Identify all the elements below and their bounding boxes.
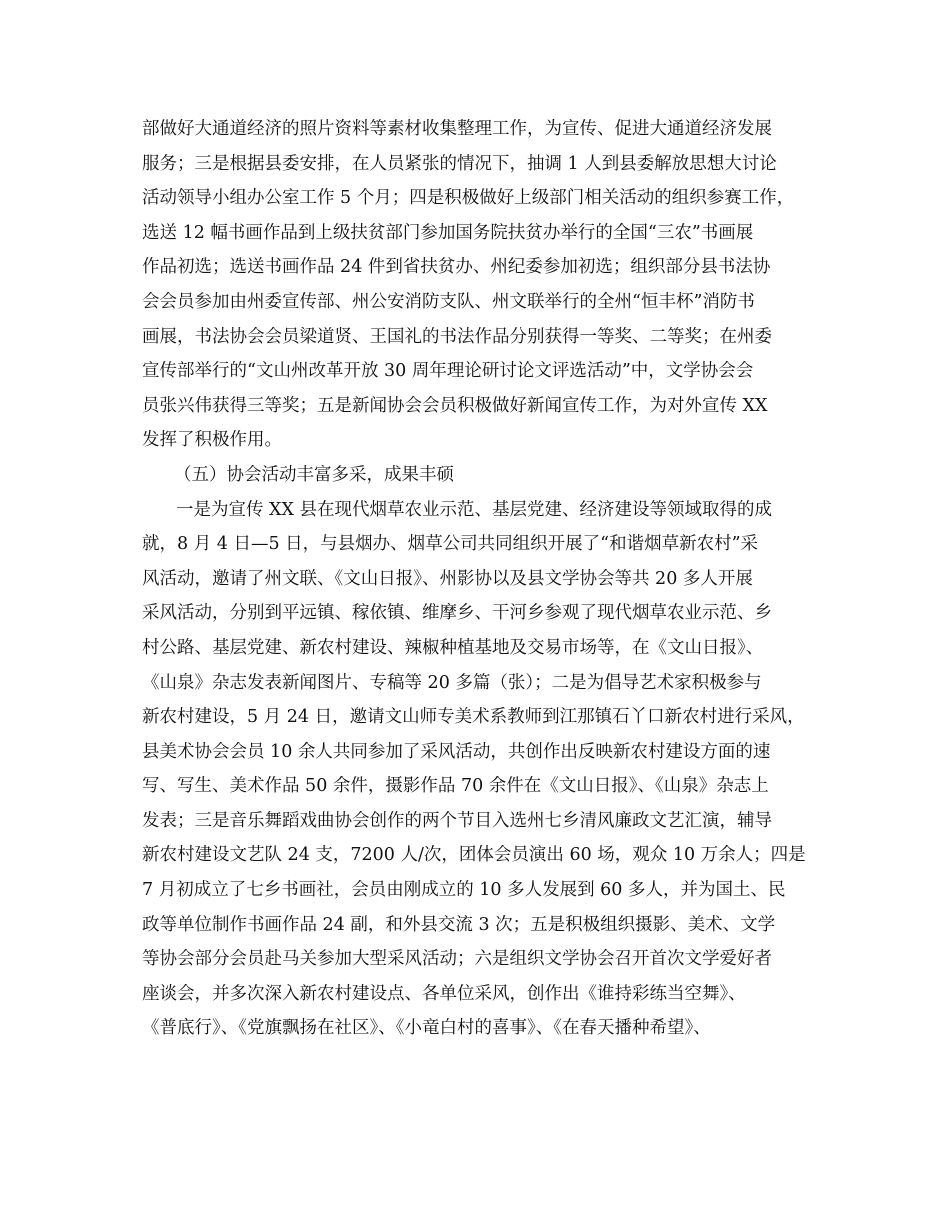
text-line: 发挥了积极作用。 [142, 430, 282, 451]
document-body [142, 112, 822, 1046]
section-heading: （五）协会活动丰富多采，成果丰硕 [174, 464, 454, 485]
text-line: 选送 12 幅书画作品到上级扶贫部门参加国务院扶贫办举行的全国“三农”书画展 [142, 222, 754, 243]
text-line: 作品初选；选送书画作品 24 件到省扶贫办、州纪委参加初选；组织部分县书法协 [142, 257, 771, 278]
text-line: 画展，书法协会会员梁道贤、王国礼的书法作品分别获得一等奖、二等奖；在州委 [142, 326, 772, 347]
text-line: 《普底行》、《党旗飘扬在社区》、《小竜白村的喜事》、《在春天播种希望》、 [142, 1018, 711, 1039]
text-line: 部做好大通道经济的照片资料等素材收集整理工作，为宣传、促进大通道经济发展 [142, 119, 772, 139]
text-line: 服务；三是根据县委安排，在人员紧张的情况下，抽调 1 人到县委解放思想大讨论 [142, 153, 777, 174]
text-line: 采风活动，分别到平远镇、稼依镇、维摩乡、干河乡参观了现代烟草农业示范、乡 [142, 603, 772, 624]
text-line: 活动领导小组办公室工作 5 个月；四是积极做好上级部门相关活动的组织参赛工作， [142, 188, 795, 209]
text-line: 座谈会，并多次深入新农村建设点、各单位采风，创作出《谁持彩练当空舞》、 [142, 983, 746, 1004]
text-line: 员张兴伟获得三等奖；五是新闻协会会员积极做好新闻宣传工作，为对外宣传 XX [142, 395, 768, 416]
text-line: 《山泉》杂志发表新闻图片、专稿等 20 多篇（张）；二是为倡导艺术家积极参与 [142, 672, 762, 693]
text-line: 宣传部举行的“文山州改革开放 30 周年理论研讨论文评选活动”中，文学协会会 [142, 361, 754, 382]
text-line: 一是为宣传 XX 县在现代烟草农业示范、基层党建、经济建设等领域取得的成 [176, 499, 773, 520]
text-line: 写、写生、美术作品 50 余件，摄影作品 70 余件在《文山日报》、《山泉》杂志上 [142, 776, 769, 797]
text-line: 新农村建设，5 月 24 日，邀请文山师专美术系教师到江那镇石丫口新农村进行采风， [142, 707, 805, 728]
text-line: 会会员参加由州委宣传部、州公安消防支队、州文联举行的全州“恒丰杯”消防书 [142, 291, 755, 312]
text-line: 政等单位制作书画作品 24 副，和外县交流 3 次；五是积极组织摄影、美术、文学 [142, 914, 776, 935]
text-line: 村公路、基层党建、新农村建设、辣椒种植基地及交易市场等，在《文山日报》、 [142, 637, 764, 658]
text-line: 就，8 月 4 日—5 日，与县烟办、烟草公司共同组织开展了“和谐烟草新农村”采 [142, 534, 759, 555]
text-line: 7 月初成立了七乡书画社，会员由刚成立的 10 多人发展到 60 多人，并为国土、民 [142, 880, 786, 901]
text-line: 发表；三是音乐舞蹈戏曲协会创作的两个节目入选州七乡清风廉政文艺汇演，辅导 [142, 810, 772, 831]
text-line: 等协会部分会员赴马关参加大型采风活动；六是组织文学协会召开首次文学爱好者 [142, 949, 772, 970]
text-line: 风活动，邀请了州文联、《文山日报》、州影协以及县文学协会等共 20 多人开展 [142, 568, 753, 589]
text-line: 新农村建设文艺队 24 支，7200 人/次，团体会员演出 60 场，观众 10 万余人；四是 [142, 845, 806, 866]
text-line: 县美术协会会员 10 余人共同参加了采风活动，共创作出反映新农村建设方面的速 [142, 741, 771, 762]
